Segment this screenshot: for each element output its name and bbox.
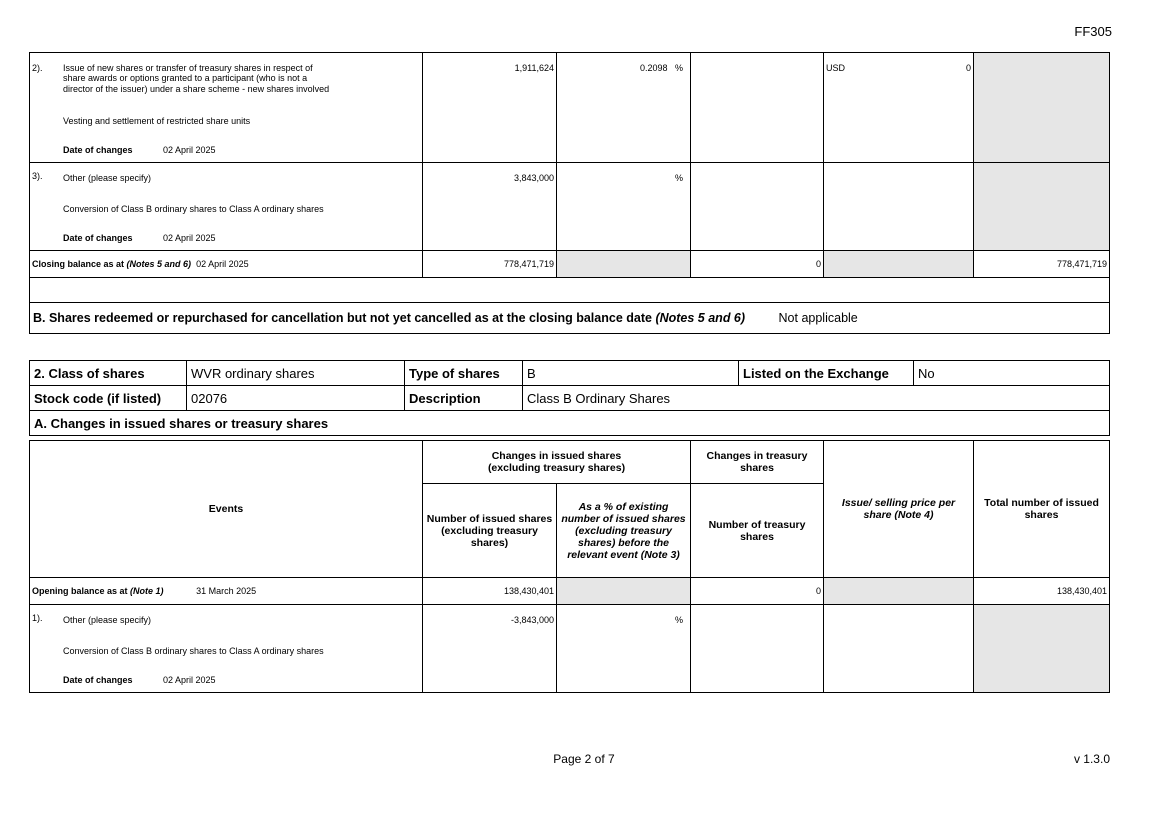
opening-balance-label: Opening balance as at <box>32 586 128 596</box>
event-number: 2). <box>32 63 43 73</box>
closing-balance-label-cell <box>30 251 423 278</box>
section-a-row <box>30 411 1110 436</box>
closing-pct-cell <box>557 251 691 278</box>
class-label: 2. Class of shares <box>30 361 187 386</box>
section-b-cell <box>30 303 1110 334</box>
date-value: 02 April 2025 <box>163 233 216 243</box>
date-value: 02 April 2025 <box>163 675 216 685</box>
class-row <box>30 361 1110 386</box>
issued-shares-value: -3,843,000 <box>423 605 557 693</box>
opening-total: 138,430,401 <box>974 578 1110 605</box>
stock-code-row <box>30 386 1110 411</box>
pct-cell <box>557 53 691 163</box>
event-number: 1). <box>32 613 43 623</box>
pct-sign: % <box>557 605 691 693</box>
events-header: Events <box>30 441 423 578</box>
opening-issued: 138,430,401 <box>423 578 557 605</box>
total-header: Total number of issued shares <box>974 441 1110 578</box>
price-cell <box>824 163 974 251</box>
currency: USD <box>826 63 846 73</box>
date-label: Date of changes <box>63 233 133 243</box>
opening-balance-note: (Note 1) <box>130 586 164 596</box>
date-label: Date of changes <box>63 145 133 155</box>
event-detail: Conversion of Class B ordinary shares to Class A ordinary shares <box>63 204 324 214</box>
opening-price-cell <box>824 578 974 605</box>
price-cell <box>824 605 974 693</box>
blank-row <box>30 278 1110 303</box>
event-description: Other (please specify) <box>63 173 152 183</box>
total-cell <box>974 53 1110 163</box>
opening-balance-date: 31 March 2025 <box>196 586 257 596</box>
opening-balance-row <box>30 578 1110 605</box>
total-cell <box>974 605 1110 693</box>
event-description-cell <box>30 53 423 163</box>
closing-balance-label: Closing balance as at <box>32 259 125 269</box>
pct-value: 0.2098 <box>639 63 668 73</box>
event-description: Issue of new shares or transfer of treasury shares in respect of <box>63 63 313 73</box>
num-issued-header: Number of issued shares (excluding treasury shares) <box>423 484 557 578</box>
event-description: director of the issuer) under a share scheme - new shares involved <box>63 84 330 94</box>
form-code: FF305 <box>1074 24 1112 39</box>
event-row <box>30 605 1110 693</box>
event-description-cell <box>30 163 423 251</box>
closing-treasury: 0 <box>691 251 824 278</box>
stock-code-value: 02076 <box>187 386 405 411</box>
section-b-row <box>30 303 1110 334</box>
pct-sign: % <box>557 163 691 251</box>
event-detail: Conversion of Class B ordinary shares to Class A ordinary shares <box>63 646 324 656</box>
closing-balance-date: 02 April 2025 <box>196 259 249 269</box>
treasury-cell <box>691 163 824 251</box>
section-b-notes: (Notes 5 and 6) <box>655 311 746 325</box>
closing-balance-notes: (Notes 5 and 6) <box>126 259 192 269</box>
listed-value: No <box>914 361 1110 386</box>
class2-table <box>29 360 1110 436</box>
date-value: 02 April 2025 <box>163 145 216 155</box>
closing-balance-row <box>30 251 1110 278</box>
event-detail: Vesting and settlement of restricted share units <box>63 116 251 126</box>
closing-total: 778,471,719 <box>974 251 1110 278</box>
type-value: B <box>523 361 739 386</box>
issued-shares-value: 3,843,000 <box>423 163 557 251</box>
version-label: v 1.3.0 <box>1073 752 1110 766</box>
issued-shares-value: 1,911,624 <box>423 53 557 163</box>
description-label: Description <box>405 386 523 411</box>
changes-issued-header: Changes in issued shares (excluding treasury shares) <box>423 441 691 484</box>
event-description: share awards or options granted to a participant (who is not a <box>63 73 308 83</box>
closing-price-cell <box>824 251 974 278</box>
event-row <box>30 53 1110 163</box>
stock-code-label: Stock code (if listed) <box>30 386 187 411</box>
opening-balance-label-cell <box>30 578 423 605</box>
section-a-title: A. Changes in issued shares or treasury shares <box>30 411 1110 436</box>
price-value: 0 <box>965 63 971 73</box>
pct-sign: % <box>674 63 683 73</box>
treasury-cell <box>691 605 824 693</box>
pct-existing-header: As a % of existing number of issued shares (excluding treasury shares) before the relevant event (Note 3) <box>557 484 691 578</box>
closing-issued: 778,471,719 <box>423 251 557 278</box>
event-row <box>30 163 1110 251</box>
section-b-value: Not applicable <box>778 311 858 325</box>
event-description-cell <box>30 605 423 693</box>
type-label: Type of shares <box>405 361 523 386</box>
price-header: Issue/ selling price per share (Note 4) <box>824 441 974 578</box>
event-description: Other (please specify) <box>63 615 152 625</box>
event-number: 3). <box>32 171 43 181</box>
price-cell <box>824 53 974 163</box>
changes-table-continued <box>29 52 1110 334</box>
page-number: Page 2 of 7 <box>553 752 615 766</box>
section-b-label: B. Shares redeemed or repurchased for cancellation but not yet cancelled as at the closing balance date <box>33 311 652 325</box>
description-value: Class B Ordinary Shares <box>523 386 1110 411</box>
class-value: WVR ordinary shares <box>187 361 405 386</box>
opening-treasury: 0 <box>691 578 824 605</box>
class2-changes-table <box>29 440 1110 693</box>
opening-pct-cell <box>557 578 691 605</box>
header-row <box>30 441 1110 484</box>
date-label: Date of changes <box>63 675 133 685</box>
total-cell <box>974 163 1110 251</box>
changes-treasury-header: Changes in treasury shares <box>691 441 824 484</box>
treasury-cell <box>691 53 824 163</box>
num-treasury-header: Number of treasury shares <box>691 484 824 578</box>
listed-label: Listed on the Exchange <box>739 361 914 386</box>
